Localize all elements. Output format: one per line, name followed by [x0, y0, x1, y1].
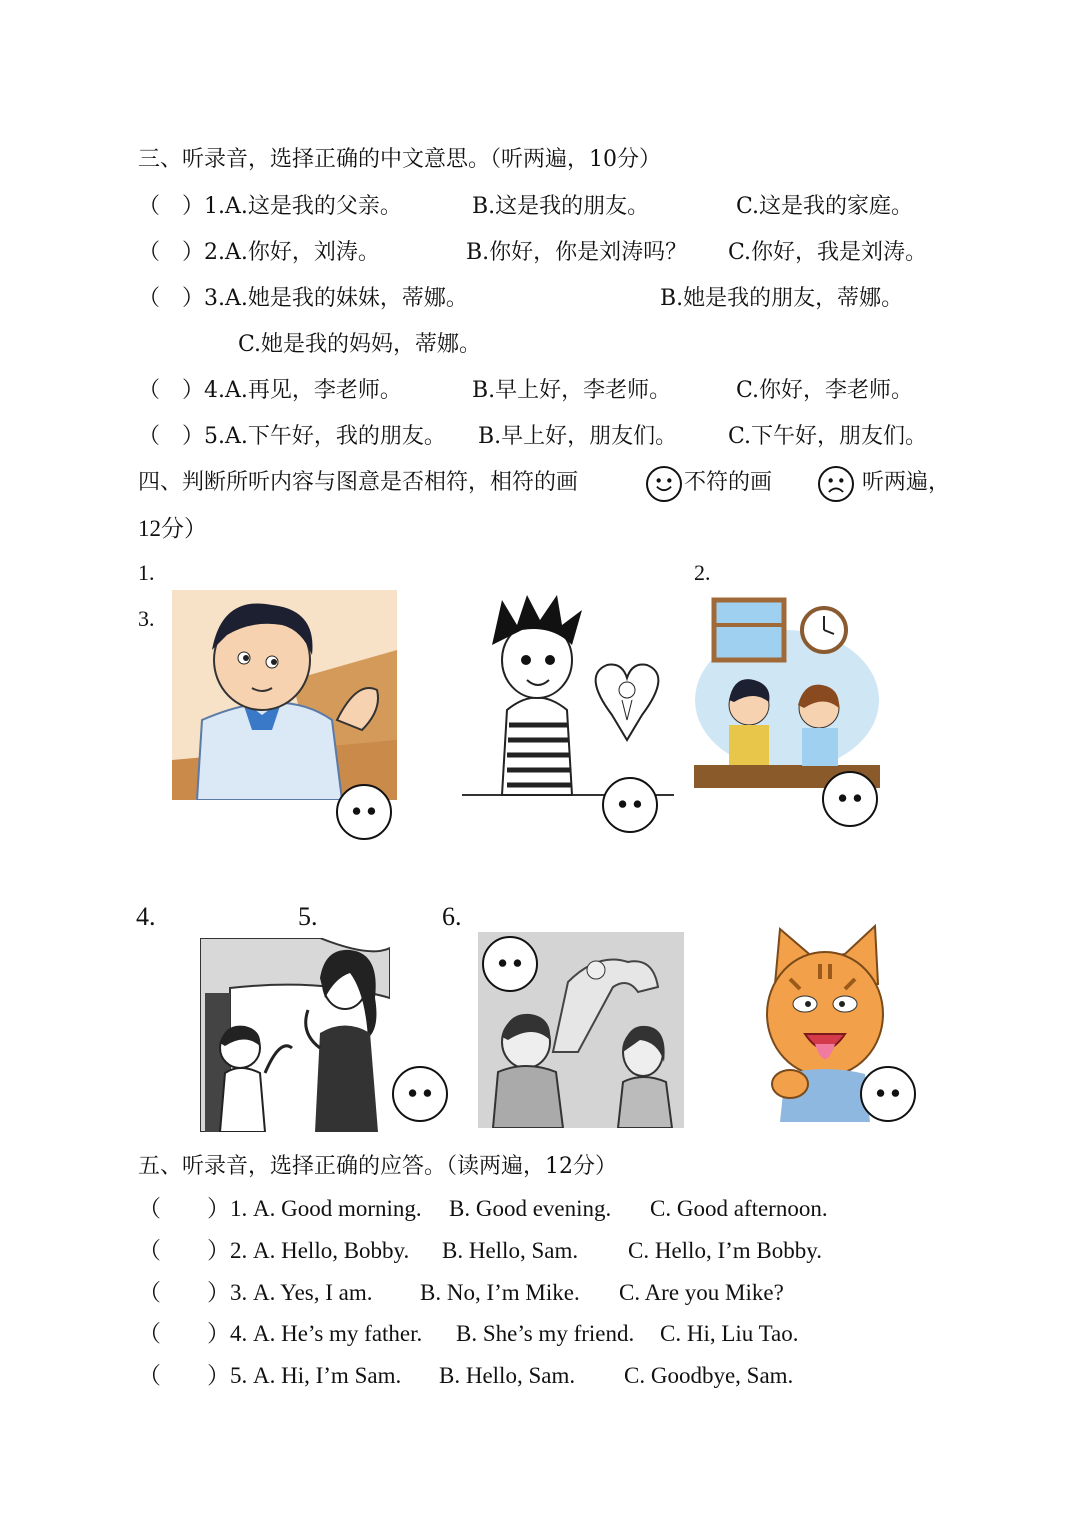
- s3-question-3: [138, 284, 904, 314]
- option-a: 3. A. Yes, I am.: [230, 1280, 373, 1305]
- s3-question-2: [138, 238, 928, 268]
- option-c: C.你好，李老师。: [736, 378, 914, 403]
- option-a: 2.A.你好，刘涛。: [204, 240, 380, 265]
- section-4-title: [138, 468, 578, 498]
- title-part-1: 四、判断所听内容与图意是否相符，相符的画: [138, 470, 579, 495]
- sad-face-icon: [818, 466, 854, 502]
- option-c: C. Good afternoon.: [650, 1196, 828, 1221]
- option-a: 5.A.下午好，我的朋友。: [204, 424, 446, 449]
- picture-girl-and-teacher-waving: [200, 938, 390, 1132]
- option-a: 2. A. Hello, Bobby.: [230, 1238, 410, 1263]
- picture-label-6: 6.: [442, 902, 462, 931]
- answer-paren[interactable]: （ ）: [138, 1238, 230, 1263]
- option-c: C.下午好，朋友们。: [728, 424, 928, 449]
- picture-label-3: 3.: [138, 606, 155, 631]
- answer-paren[interactable]: （ ）: [138, 286, 205, 311]
- answer-paren[interactable]: （ ）: [138, 194, 205, 219]
- answer-paren[interactable]: （ ）: [138, 1280, 230, 1305]
- option-b: B. Hello, Sam.: [439, 1363, 576, 1388]
- blank-face-icon[interactable]: [602, 777, 658, 833]
- blank-face-icon[interactable]: [822, 771, 878, 827]
- option-b: B. She’s my friend.: [456, 1321, 635, 1346]
- picture-boy-at-desk: [172, 590, 397, 800]
- picture-label-2: 2.: [694, 560, 711, 585]
- picture-two-kids-clock: [694, 590, 880, 788]
- section-4-title-mid: 不符的画: [684, 470, 773, 495]
- option-b: B.你好，你是刘涛吗？: [466, 240, 688, 265]
- blank-face-icon[interactable]: [860, 1066, 916, 1122]
- option-b: B. No, I’m Mike.: [420, 1280, 580, 1305]
- s5-question-2: [138, 1236, 822, 1266]
- option-c: C. Goodbye, Sam.: [624, 1363, 794, 1388]
- option-a: 4.A.再见，李老师。: [204, 378, 402, 403]
- option-a: 1. A. Good morning.: [230, 1196, 422, 1221]
- option-b: B.她是我的朋友，蒂娜。: [660, 286, 904, 311]
- option-b: B. Good evening.: [449, 1196, 612, 1221]
- s3-question-5: [138, 422, 928, 452]
- section-5-title: 五、听录音，选择正确的应答。（读两遍，12分）: [138, 1154, 617, 1179]
- section-4-title-line2: 12分）: [138, 516, 207, 541]
- smiley-face-icon: [646, 466, 682, 502]
- answer-paren[interactable]: （ ）: [138, 1363, 230, 1388]
- option-b: B.早上好，李老师。: [472, 378, 672, 403]
- s5-question-1: [138, 1194, 828, 1224]
- option-c: C.你好，我是刘涛。: [728, 240, 928, 265]
- answer-paren[interactable]: （ ）: [138, 424, 205, 449]
- picture-label-4: 4.: [136, 902, 156, 931]
- answer-paren[interactable]: （ ）: [138, 378, 205, 403]
- s3-question-1: [138, 192, 914, 222]
- option-a: 4. A. He’s my father.: [230, 1321, 423, 1346]
- option-c: C.这是我的家庭。: [736, 194, 914, 219]
- picture-label-1: 1.: [138, 560, 155, 585]
- picture-label-5: 5.: [298, 902, 318, 931]
- picture-boy-with-heart-photo: [462, 590, 674, 800]
- option-b: B.早上好，朋友们。: [478, 424, 678, 449]
- section-4-title-end: 听两遍，: [862, 470, 951, 495]
- option-a: 3.A.她是我的妹妹，蒂娜。: [204, 286, 468, 311]
- option-b: B.这是我的朋友。: [472, 194, 650, 219]
- section-3-title: 三、听录音，选择正确的中文意思。（听两遍，10分）: [138, 147, 661, 172]
- option-a: 5. A. Hi, I’m Sam.: [230, 1363, 402, 1388]
- option-c: C. Are you Mike?: [619, 1280, 784, 1305]
- option-c: C. Hello, I’m Bobby.: [628, 1238, 822, 1263]
- option-b: B. Hello, Sam.: [442, 1238, 579, 1263]
- s5-question-5: [138, 1361, 794, 1391]
- option-c: C.她是我的妈妈，蒂娜。: [238, 332, 482, 357]
- s3-question-4: [138, 376, 914, 406]
- option-a: 1.A.这是我的父亲。: [204, 194, 402, 219]
- s5-question-4: [138, 1319, 799, 1349]
- answer-paren[interactable]: （ ）: [138, 1321, 230, 1346]
- blank-face-icon[interactable]: [482, 936, 538, 992]
- answer-paren[interactable]: （ ）: [138, 240, 205, 265]
- answer-paren[interactable]: （ ）: [138, 1196, 230, 1221]
- blank-face-icon[interactable]: [392, 1066, 448, 1122]
- option-c: C. Hi, Liu Tao.: [660, 1321, 799, 1346]
- blank-face-icon[interactable]: [336, 784, 392, 840]
- s5-question-3: [138, 1278, 784, 1308]
